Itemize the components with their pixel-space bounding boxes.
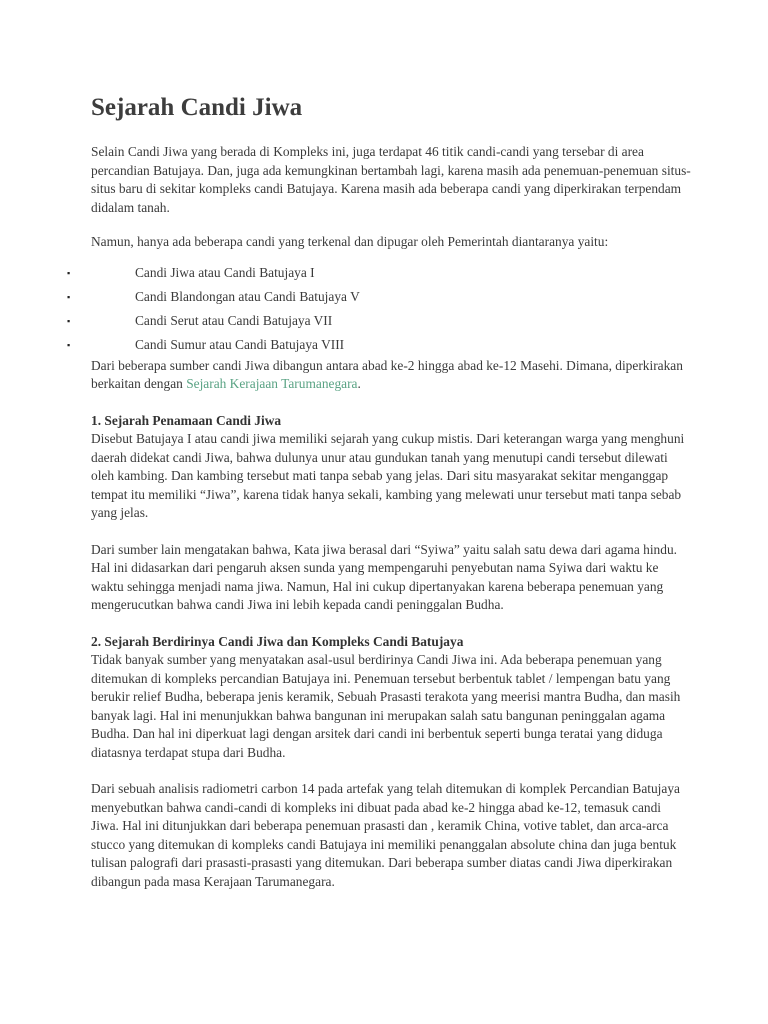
list-item xyxy=(67,309,667,333)
candi-list xyxy=(67,261,667,357)
list-item-text: Candi Serut atau Candi Batujaya VII xyxy=(135,312,333,328)
section-2-paragraph-2: Dari sebuah analisis radiometri carbon 14 pada artefak yang telah ditemukan di komplek Percandian Batujaya menyebutkan bahwa candi-candi di kompleks ini dibuat pada abad ke-2 hingga abad ke-12, temasuk candi Jiwa. Hal ini ditunjukkan dari beberapa penemuan prasasti dan , keramik China, votive tablet, dan arca-arca stucco yang ditemukan di kompleks candi Batujaya ini memiliki penanggalan absolute china dan juga bentuk tulisan palografi dari prasasti-prasasti yang ditemukan. Dari beberapa sumber diatas candi Jiwa diperkirakan dibangun pada masa Kerajaan Tarumanegara. xyxy=(91,781,680,889)
section-2-heading: 2. Sejarah Berdirinya Candi Jiwa dan Kompleks Candi Batujaya xyxy=(91,633,464,649)
bullet-square-icon: ▪ xyxy=(67,291,71,302)
section-1-heading: 1. Sejarah Penamaan Candi Jiwa xyxy=(91,412,282,428)
document-page xyxy=(67,93,691,891)
list-item xyxy=(67,333,667,357)
tarumanegara-link[interactable]: Sejarah Kerajaan Tarumanegara xyxy=(186,376,358,391)
section-1-paragraph-2: Dari sumber lain mengatakan bahwa, Kata jiwa berasal dari “Syiwa” yaitu salah satu dewa dari agama hindu. Hal ini didasarkan dari pengaruh aksen sunda yang mempengaruhi penyebutan nama Syiwa dari waktu ke waktu sehingga menjadi nama jiwa. Namun, Hal ini cukup dipertanyakan karena beberapa penemuan yang mengerucutkan bahwa candi Jiwa ini lebih kepada candi peninggalan Budha. xyxy=(91,541,677,612)
list-item-text: Candi Sumur atau Candi Batujaya VIII xyxy=(135,336,345,352)
bullet-square-icon: ▪ xyxy=(67,315,71,326)
section-2-paragraph-1: Tidak banyak sumber yang menyatakan asal-usul berdirinya Candi Jiwa ini. Ada beberapa penemuan yang ditemukan di kompleks percandian Batujaya ini. Penemuan tersebut berbentuk tablet / lempengan batu yang berukir relief Budha, beberapa jenis keramik, Sebuah Prasasti terakota yang meerisi mantra Budha, dan masih banyak lagi. Hal ini menunjukkan bahwa bangunan ini merupakan salah satu bangunan peninggalan agama Budha. Dan hal ini diperkuat lagi dengan arsitek dari candi ini berbentuk seperti bunga teratai yang diduga diatasnya terdapat stupa dari Budha. xyxy=(91,652,681,760)
bullet-square-icon: ▪ xyxy=(67,267,71,278)
after-list-paragraph xyxy=(91,357,691,394)
after-list-text: Dari beberapa sumber candi Jiwa dibangun antara abad ke-2 hingga abad ke-12 Masehi. Dimana, diperkirakan berkaitan dengan xyxy=(91,357,683,391)
section-1-paragraph-1: Disebut Batujaya I atau candi jiwa memiliki sejarah yang cukup mistis. Dari keterangan warga yang menghuni daerah didekat candi Jiwa, bahwa dulunya unur atau gundukan tanah yang menutupi candi tersebut dilewati oleh kambing. Dan kambing tersebut mati tanpa sebab yang jelas. Dari situ masyarakat sekitar menganggap tempat itu memiliki “Jiwa”, karena tidak hanya sekali, kambing yang melewati unur tersebut mati tanpa sebab yang jelas. xyxy=(91,431,685,520)
intro-paragraph-2: Namun, hanya ada beberapa candi yang terkenal dan dipugar oleh Pemerintah diantaranya yaitu: xyxy=(91,234,609,249)
after-list-suffix: . xyxy=(357,376,361,391)
list-item xyxy=(67,285,667,309)
bullet-square-icon: ▪ xyxy=(67,339,71,350)
list-item-text: Candi Blandongan atau Candi Batujaya V xyxy=(135,288,360,304)
intro-paragraph-1: Selain Candi Jiwa yang berada di Kompleks ini, juga terdapat 46 titik candi-candi yang tersebar di area percandian Batujaya. Dan, juga ada kemungkinan bertambah lagi, karena masih ada penemuan-penemuan situs-situs baru di sekitar kompleks candi Batujaya. Karena masih ada beberapa candi yang diperkirakan terpendam didalam tanah. xyxy=(91,144,691,215)
list-item-text: Candi Jiwa atau Candi Batujaya I xyxy=(135,264,315,280)
list-item xyxy=(67,261,667,285)
page-title: Sejarah Candi Jiwa xyxy=(91,94,303,121)
